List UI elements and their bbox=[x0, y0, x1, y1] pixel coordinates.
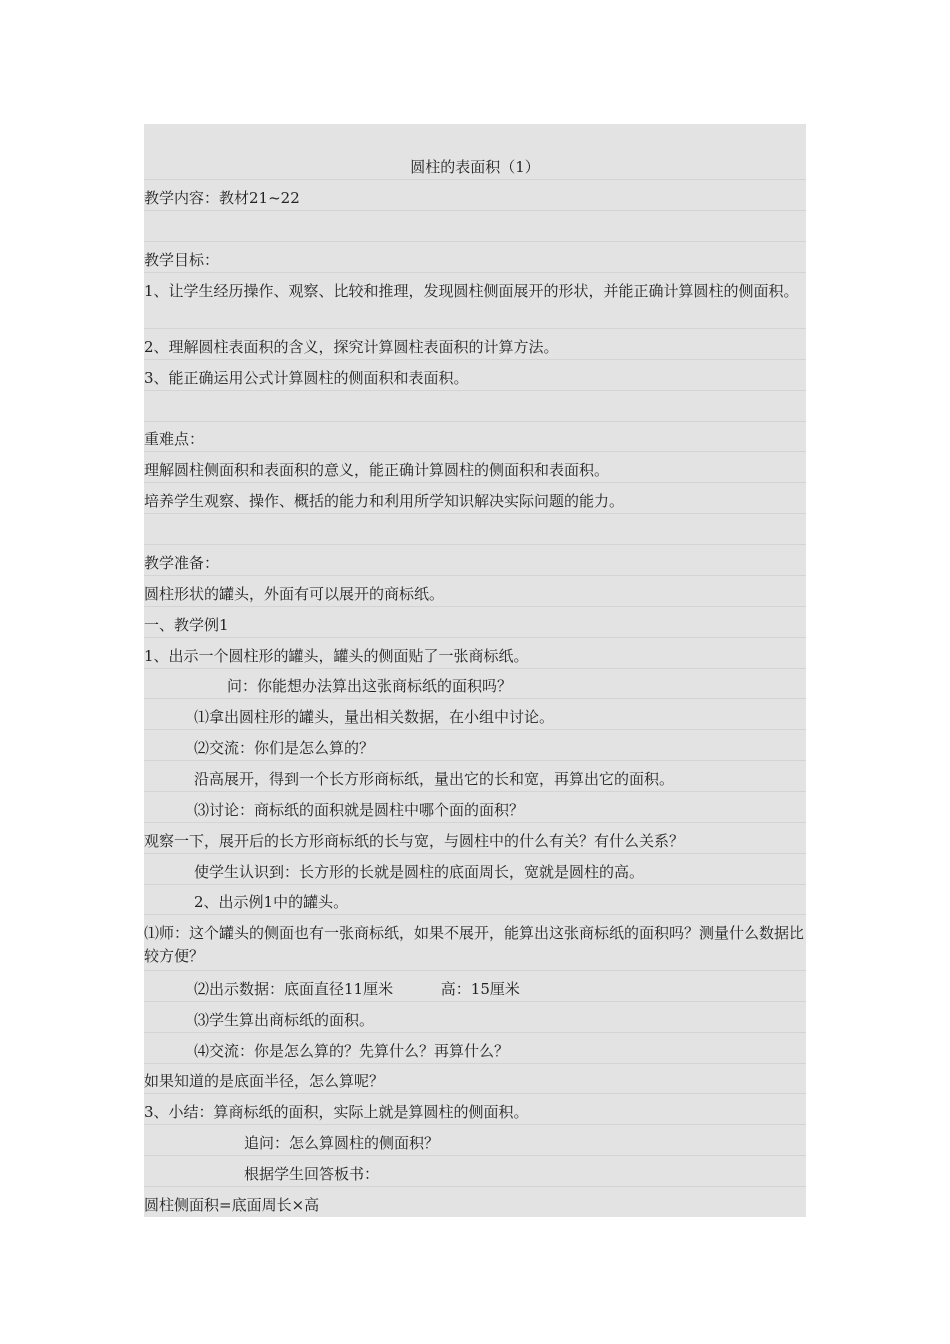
separator bbox=[144, 1186, 806, 1187]
board-note: 根据学生回答板书： bbox=[244, 1165, 380, 1183]
separator bbox=[144, 390, 806, 391]
radius-question: 如果知道的是底面半径，怎么算呢？ bbox=[144, 1072, 385, 1090]
separator bbox=[144, 513, 806, 514]
separator bbox=[144, 637, 806, 638]
separator bbox=[144, 482, 806, 483]
separator bbox=[144, 421, 806, 422]
step-1-2: ⑵交流：你们是怎么算的？ bbox=[194, 739, 375, 757]
separator bbox=[144, 822, 806, 823]
step-1-1: ⑴拿出圆柱形的罐头，量出相关数据，在小组中讨论。 bbox=[194, 708, 555, 726]
separator bbox=[144, 359, 806, 360]
separator bbox=[144, 272, 806, 273]
separator bbox=[144, 914, 806, 915]
step-2: 2、出示例1中的罐头。 bbox=[194, 893, 349, 911]
prep-item: 圆柱形状的罐头，外面有可以展开的商标纸。 bbox=[144, 585, 445, 603]
step-2-1: ⑴师：这个罐头的侧面也有一张商标纸，如果不展开，能算出这张商标纸的面积吗？测量什么数据比较方便？ bbox=[144, 924, 805, 965]
separator bbox=[144, 1124, 806, 1125]
follow-question: 追问：怎么算圆柱的侧面积？ bbox=[244, 1134, 440, 1152]
keypoint-1: 理解圆柱侧面积和表面积的意义，能正确计算圆柱的侧面积和表面积。 bbox=[144, 461, 610, 479]
separator bbox=[144, 544, 806, 545]
objectives-heading: 教学目标： bbox=[144, 251, 220, 269]
prep-heading: 教学准备： bbox=[144, 554, 220, 572]
question-1: 问：你能想办法算出这张商标纸的面积吗？ bbox=[227, 677, 513, 695]
separator bbox=[144, 698, 806, 699]
separator bbox=[144, 210, 806, 211]
keypoint-2: 培养学生观察、操作、概括的能力和利用所学知识解决实际问题的能力。 bbox=[144, 492, 625, 510]
separator bbox=[144, 1063, 806, 1064]
keypoints-heading: 重难点： bbox=[144, 430, 205, 448]
separator bbox=[144, 1001, 806, 1002]
document-page bbox=[144, 124, 806, 1217]
separator bbox=[144, 241, 806, 242]
observe-line: 观察一下，展开后的长方形商标纸的长与宽，与圆柱中的什么有关？有什么关系？ bbox=[144, 832, 685, 850]
realize-line: 使学生认识到：长方形的长就是圆柱的底面周长，宽就是圆柱的高。 bbox=[194, 863, 645, 881]
step-3: 3、小结：算商标纸的面积，实际上就是算圆柱的侧面积。 bbox=[144, 1103, 529, 1121]
separator bbox=[144, 668, 806, 669]
separator bbox=[144, 606, 806, 607]
separator bbox=[144, 1093, 806, 1094]
separator bbox=[144, 1155, 806, 1156]
section-heading: 一、教学例1 bbox=[144, 616, 229, 634]
step-2-3: ⑶学生算出商标纸的面积。 bbox=[194, 1011, 375, 1029]
content-line: 教学内容：教材21~22 bbox=[144, 189, 300, 207]
separator bbox=[144, 1032, 806, 1033]
separator bbox=[144, 179, 806, 180]
separator bbox=[144, 575, 806, 576]
separator bbox=[144, 328, 806, 329]
step-1: 1、出示一个圆柱形的罐头，罐头的侧面贴了一张商标纸。 bbox=[144, 647, 529, 665]
step-1-2-answer: 沿高展开，得到一个长方形商标纸，量出它的长和宽，再算出它的面积。 bbox=[194, 770, 675, 788]
objective-2: 2、理解圆柱表面积的含义，探究计算圆柱表面积的计算方法。 bbox=[144, 338, 559, 356]
step-2-4: ⑷交流：你是怎么算的？先算什么？再算什么？ bbox=[194, 1042, 510, 1060]
separator bbox=[144, 729, 806, 730]
separator bbox=[144, 791, 806, 792]
separator bbox=[144, 760, 806, 761]
step-1-3: ⑶讨论：商标纸的面积就是圆柱中哪个面的面积？ bbox=[194, 801, 525, 819]
separator bbox=[144, 853, 806, 854]
step-2-2: ⑵出示数据：底面直径11厘米 高：15厘米 bbox=[194, 980, 520, 998]
separator bbox=[144, 884, 806, 885]
objective-1: 1、让学生经历操作、观察、比较和推理，发现圆柱侧面展开的形状，并能正确计算圆柱的侧面积。 bbox=[144, 282, 799, 300]
document-title: 圆柱的表面积（1） bbox=[410, 158, 540, 176]
separator bbox=[144, 451, 806, 452]
objective-3: 3、能正确运用公式计算圆柱的侧面积和表面积。 bbox=[144, 369, 469, 387]
formula-line: 圆柱侧面积=底面周长×高 bbox=[144, 1196, 320, 1214]
separator bbox=[144, 970, 806, 971]
